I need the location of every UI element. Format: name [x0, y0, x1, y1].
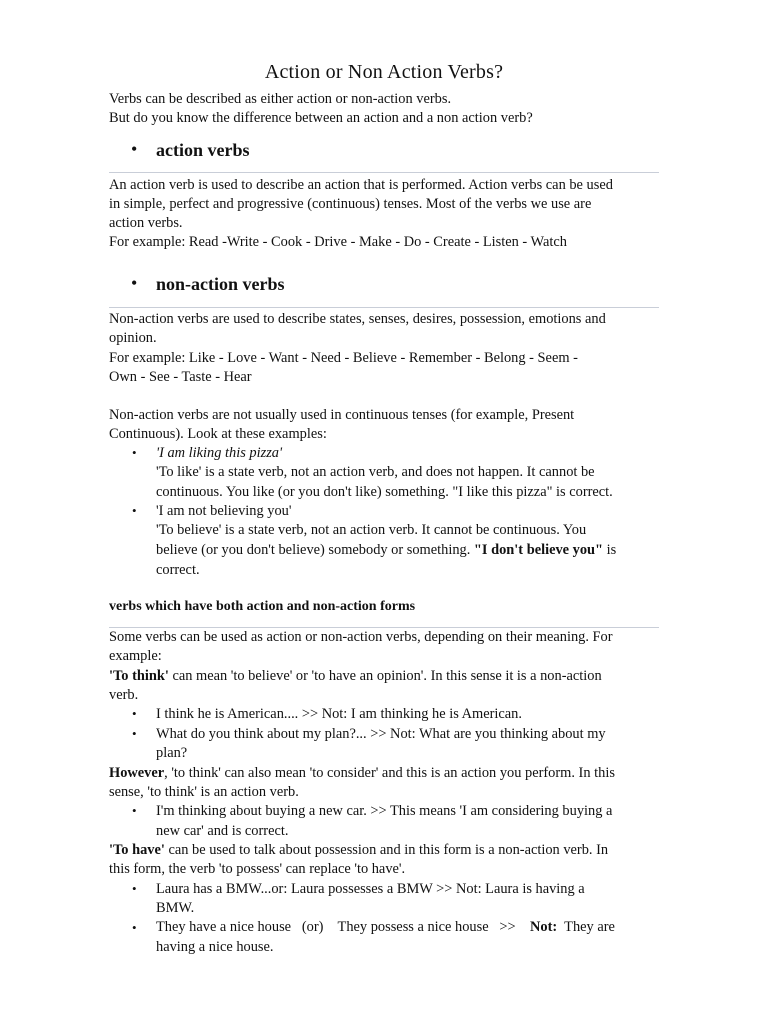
- both-line-1: Some verbs can be used as action or non-action verbs, depending on their meaning. For: [109, 629, 613, 645]
- action-verbs-heading: action verbs: [156, 140, 250, 160]
- action-line-3: action verbs.: [109, 215, 183, 231]
- action-line-1: An action verb is used to describe an action that is performed. Action verbs can be used: [109, 177, 613, 193]
- bullet-icon: •: [132, 445, 137, 460]
- bullet-icon: •: [131, 139, 138, 159]
- think-line-cont: verb.: [109, 687, 139, 703]
- bullet-icon: •: [132, 706, 137, 721]
- have-item-2-cont: having a nice house.: [156, 939, 274, 955]
- think-line: 'To think' can mean 'to believe' or 'to have an opinion'. In this sense it is a non-action: [109, 668, 602, 684]
- have-item-1-cont: BMW.: [156, 900, 195, 916]
- intro-line-2: But do you know the difference between an action and a non action verb?: [109, 110, 533, 126]
- think-item-2-cont: plan?: [156, 745, 188, 761]
- bullet-icon: •: [132, 881, 137, 896]
- example-2-line-2: believe (or you don't believe) somebody or something. "I don't believe you" is: [156, 542, 617, 558]
- non-action-examples-1: For example: Like - Love - Want - Need - Believe - Remember - Belong - Seem -: [109, 350, 578, 366]
- however-line-cont: sense, 'to think' is an action verb.: [109, 784, 299, 800]
- example-2-line-3: correct.: [156, 562, 200, 578]
- example-1-line-2: continuous. You like (or you don't like) something. "I like this pizza" is correct.: [156, 484, 613, 500]
- continuous-line-2: Continuous). Look at these examples:: [109, 426, 327, 442]
- however-line: However, 'to think' can also mean 'to consider' and this is an action you perform. In this: [109, 765, 615, 781]
- have-line: 'To have' can be used to talk about possession and in this form is a non-action verb. In: [109, 842, 609, 858]
- action-examples: For example: Read -Write - Cook - Drive - Make - Do - Create - Listen - Watch: [109, 234, 567, 250]
- continuous-line-1: Non-action verbs are not usually used in continuous tenses (for example, Present: [109, 407, 575, 423]
- have-item-1: Laura has a BMW...or: Laura possesses a BMW >> Not: Laura is having a: [156, 881, 585, 897]
- page-title: Action or Non Action Verbs?: [264, 61, 504, 83]
- section-divider: [109, 172, 659, 173]
- have-item-2: They have a nice house (or) They possess a nice house >> Not: They are: [156, 919, 615, 935]
- example-1-quote: 'I am liking this pizza': [156, 445, 283, 461]
- section-divider: [109, 307, 659, 308]
- consider-item-cont: new car' and is correct.: [156, 823, 289, 839]
- bullet-icon: •: [132, 503, 137, 518]
- consider-item: I'm thinking about buying a new car. >> This means 'I am considering buying a: [156, 803, 613, 819]
- action-line-2: in simple, perfect and progressive (continuous) tenses. Most of the verbs we use are: [109, 196, 592, 212]
- example-2-quote: 'I am not believing you': [156, 503, 292, 519]
- both-forms-heading: verbs which have both action and non-action forms: [109, 599, 416, 614]
- bullet-icon: •: [131, 273, 138, 293]
- think-item-1: I think he is American.... >> Not: I am thinking he is American.: [156, 706, 522, 722]
- example-2-line-1: 'To believe' is a state verb, not an action verb. It cannot be continuous. You: [156, 522, 587, 538]
- bullet-icon: •: [132, 920, 137, 935]
- both-line-2: example:: [109, 648, 162, 664]
- non-action-line-1: Non-action verbs are used to describe states, senses, desires, possession, emotions and: [109, 311, 606, 327]
- non-action-line-2: opinion.: [109, 330, 157, 346]
- bullet-icon: •: [132, 803, 137, 818]
- think-item-2: What do you think about my plan?... >> Not: What are you thinking about my: [156, 726, 606, 742]
- have-line-cont: this form, the verb 'to possess' can replace 'to have'.: [109, 861, 406, 877]
- intro-line-1: Verbs can be described as either action or non-action verbs.: [109, 91, 452, 107]
- non-action-verbs-heading: non-action verbs: [156, 274, 285, 294]
- bullet-icon: •: [132, 726, 137, 741]
- non-action-examples-2: Own - See - Taste - Hear: [109, 369, 252, 385]
- example-1-line-1: 'To like' is a state verb, not an action verb, and does not happen. It cannot be: [156, 464, 595, 480]
